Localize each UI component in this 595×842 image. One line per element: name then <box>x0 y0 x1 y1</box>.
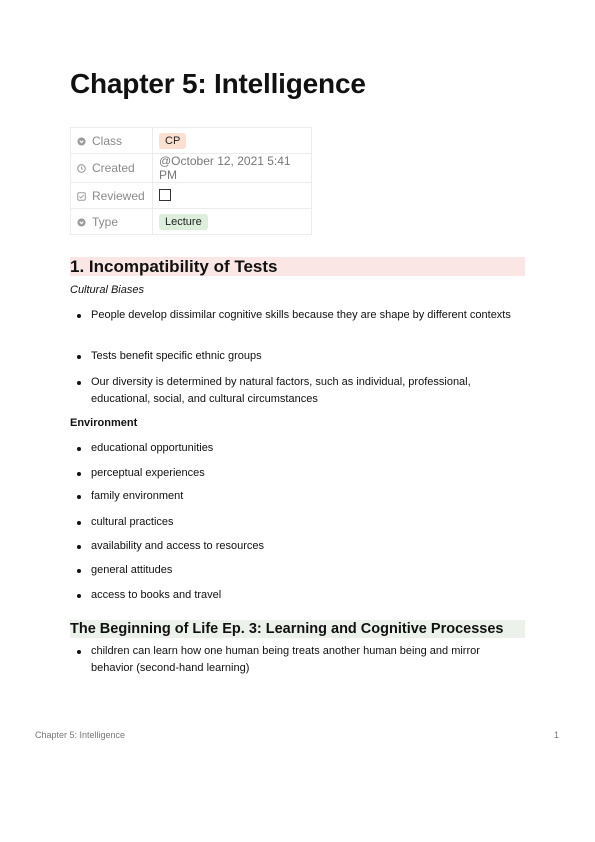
list-item: Our diversity is determined by natural factors, such as individual, professional, educational, social, and cultural circumstances <box>91 374 511 408</box>
clock-icon <box>77 164 86 173</box>
property-row-reviewed <box>71 183 312 209</box>
reviewed-checkbox[interactable] <box>159 189 171 201</box>
list-item: Tests benefit specific ethnic groups <box>91 348 511 365</box>
section-heading-beginning-of-life: The Beginning of Life Ep. 3: Learning and Cognitive Processes <box>70 620 525 638</box>
page-number: 1 <box>554 730 560 740</box>
subheading-cultural-biases: Cultural Biases <box>70 284 144 296</box>
list-item: children can learn how one human being treats another human being and mirror behavior (second-hand learning) <box>91 643 511 677</box>
property-key <box>71 154 153 183</box>
select-icon <box>77 137 86 146</box>
list-item: general attitudes <box>91 562 511 579</box>
checkbox-icon <box>77 192 86 201</box>
property-key-label: Reviewed <box>92 188 145 203</box>
footer-title: Chapter 5: Intelligence <box>35 730 126 740</box>
class-tag[interactable]: CP <box>159 133 186 149</box>
property-key-label: Type <box>92 214 119 229</box>
list-item: cultural practices <box>91 514 511 531</box>
created-date-value: @October 12, 2021 5:41 PM <box>153 154 312 183</box>
list-item: family environment <box>91 488 511 505</box>
list-item: perceptual experiences <box>91 465 511 482</box>
property-value[interactable] <box>153 183 312 209</box>
property-row-type <box>71 209 312 235</box>
property-value[interactable] <box>153 128 312 154</box>
list-item: educational opportunities <box>91 440 511 457</box>
property-key <box>71 128 153 154</box>
type-tag[interactable]: Lecture <box>159 214 208 230</box>
list-item: People develop dissimilar cognitive skills because they are shape by different contexts <box>91 307 511 324</box>
select-icon <box>77 218 86 227</box>
property-key <box>71 183 153 209</box>
property-value[interactable] <box>153 209 312 235</box>
subheading-environment: Environment <box>70 417 138 429</box>
property-key-label: Created <box>92 161 135 175</box>
list-item: access to books and travel <box>91 587 511 604</box>
property-key <box>71 209 153 235</box>
property-key-label: Class <box>92 133 123 148</box>
property-row-class <box>71 128 312 154</box>
page-title: Chapter 5: Intelligence <box>70 68 366 99</box>
properties-table <box>70 127 312 235</box>
list-item: availability and access to resources <box>91 538 511 555</box>
property-row-created <box>71 154 312 183</box>
section-heading-incompatibility: 1. Incompatibility of Tests <box>70 257 525 276</box>
